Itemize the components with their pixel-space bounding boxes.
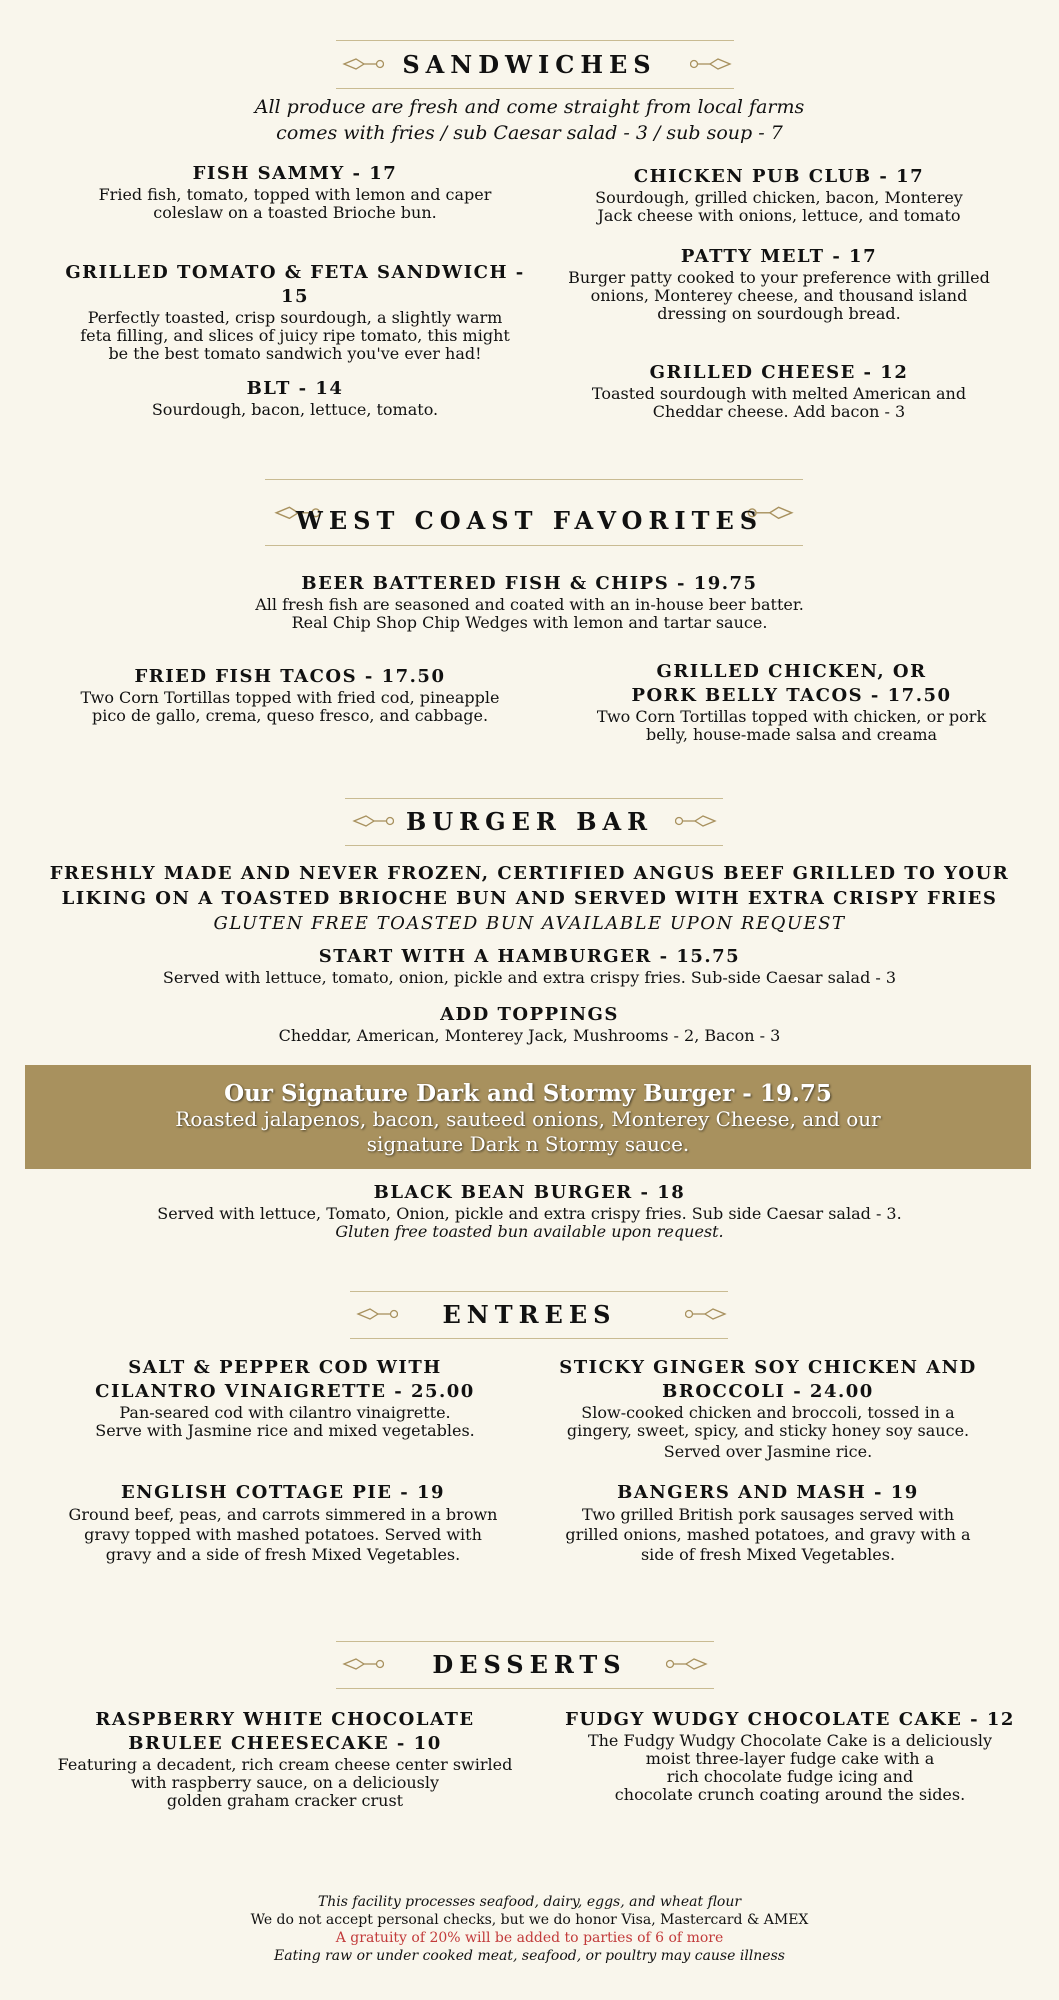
item-description: Sourdough, grilled chicken, bacon, Monterey Jack cheese with onions, lettuce, and tomato: [595, 188, 963, 225]
divider: [265, 479, 803, 480]
item-title: FRIED FISH TACOS - 17.50: [134, 666, 446, 687]
item-description: Served with lettuce, Tomato, Onion, pickle and extra crispy fries. Sub side Caesar salad - 3.: [157, 1204, 902, 1223]
item-description: rich chocolate fudge icing and: [666, 1767, 914, 1786]
item-title: PATTY MELT - 17: [680, 246, 878, 267]
intro-line: comes with fries / sub Caesar salad - 3 / sub soup - 7: [276, 122, 783, 144]
divider: [345, 845, 723, 846]
menu-item: [0, 572, 1059, 632]
divider: [336, 40, 734, 41]
item-title: STICKY GINGER SOY CHICKEN AND BROCCOLI - 24.00: [559, 1357, 977, 1402]
item-title: BANGERS AND MASH - 19: [617, 1482, 919, 1503]
menu-item: [555, 245, 1003, 323]
signature-description: signature Dark n Stormy sauce.: [366, 1132, 690, 1156]
allergen-notice: This facility processes seafood, dairy, eggs, and wheat flour: [317, 1894, 742, 1910]
item-description: Two Corn Tortillas topped with chicken, or pork belly, house-made salsa and creama: [596, 707, 987, 744]
payment-notice: We do not accept personal checks, but we do honor Visa, Mastercard & AMEX: [250, 1912, 809, 1928]
divider: [336, 1688, 714, 1689]
section-title: SANDWICHES: [402, 50, 657, 79]
item-description: Served with lettuce, tomato, onion, pickle and extra crispy fries. Sub-side Caesar salad - 3: [162, 968, 897, 987]
item-description: with raspberry sauce, on a deliciously: [130, 1773, 440, 1792]
item-description: Cheddar, American, Monterey Jack, Mushrooms - 2, Bacon - 3: [278, 1026, 781, 1045]
menu-item: [555, 361, 1003, 421]
item-description: Ground beef, peas, and carrots simmered in a brown gravy topped with mashed potatoes. Served with gravy and a side of fresh Mixed Vegetables.: [68, 1505, 498, 1564]
item-title: SALT & PEPPER COD WITH CILANTRO VINAIGRETTE - 25.00: [95, 1357, 475, 1402]
menu-item: [558, 1356, 978, 1461]
menu-item: [565, 660, 1018, 744]
west-coast-header: [0, 478, 1059, 548]
item-description: Toasted sourdough with melted American and Cheddar cheese. Add bacon - 3: [591, 384, 967, 421]
item-description: Pan-seared cod with cilantro vinaigrette.: [119, 1403, 451, 1422]
menu-item: [60, 1481, 506, 1565]
item-title: CHICKEN PUB CLUB - 17: [633, 166, 925, 187]
item-description: Sourdough, bacon, lettuce, tomato.: [151, 400, 439, 419]
item-description: Two Corn Tortillas topped with fried cod, pineapple pico de gallo, crema, queso fresco, and cabbage.: [80, 688, 500, 725]
divider: [336, 1641, 714, 1642]
menu-item: [0, 1003, 1059, 1045]
item-description: Featuring a decadent, rich cream cheese center swirled: [57, 1755, 513, 1774]
menu-item: [50, 1708, 520, 1810]
item-description: Slow-cooked chicken and broccoli, tossed in a gingery, sweet, spicy, and sticky honey soy sauce.: [566, 1403, 970, 1440]
item-title: FUDGY WUDGY CHOCOLATE CAKE - 12: [565, 1709, 1015, 1730]
divider: [336, 88, 734, 89]
item-title: BLT - 14: [246, 378, 344, 399]
item-description: Served over Jasmine rice.: [663, 1442, 873, 1461]
health-warning: Eating raw or under cooked meat, seafood, or poultry may cause illness: [274, 1948, 785, 1964]
section-title: DESSERTS: [432, 1650, 627, 1679]
section-title: WEST COAST FAVORITES: [295, 506, 764, 535]
item-description: golden graham cracker crust: [166, 1791, 404, 1810]
item-description: Two grilled British pork sausages served with grilled onions, mashed potatoes, and gravy with a side of fresh Mixed Vegetables.: [565, 1505, 971, 1564]
intro-line: LIKING ON A TOASTED BRIOCHE BUN AND SERVED WITH EXTRA CRISPY FRIES: [61, 888, 998, 909]
item-title: GRILLED CHICKEN, OR: [656, 661, 927, 682]
gratuity-notice: A gratuity of 20% will be added to parties of 6 of more: [335, 1930, 724, 1946]
menu-item: [60, 665, 520, 725]
menu-item: [555, 165, 1003, 225]
item-description: The Fudgy Wudgy Chocolate Cake is a deliciously: [587, 1731, 993, 1750]
desserts-header: [0, 1640, 1059, 1690]
divider: [265, 545, 803, 546]
menu-item: [60, 377, 530, 419]
menu-item: [0, 1181, 1059, 1241]
section-title: BURGER BAR: [405, 807, 654, 836]
menu-item: [558, 1481, 978, 1565]
item-title: ADD TOPPINGS: [440, 1004, 619, 1025]
item-description: Perfectly toasted, crisp sourdough, a slightly warm feta filling, and slices of juicy ripe tomato, this might be the best tomato sandwich you've ever had!: [80, 308, 510, 363]
signature-burger-banner: [25, 1065, 1031, 1169]
item-title: BLACK BEAN BURGER - 18: [373, 1182, 686, 1203]
menu-item: [560, 1708, 1020, 1804]
burger-bar-intro: [0, 861, 1059, 936]
entrees-header: [0, 1290, 1059, 1340]
item-description: moist three-layer fudge cake with a: [645, 1749, 935, 1768]
item-description: Burger patty cooked to your preference with grilled onions, Monterey cheese, and thousand island dressing on sourdough bread.: [568, 268, 990, 323]
sandwiches-intro: [0, 94, 1059, 146]
item-title: ENGLISH COTTAGE PIE - 19: [120, 1482, 446, 1503]
intro-line: All produce are fresh and come straight from local farms: [254, 96, 805, 118]
divider: [350, 1291, 728, 1292]
item-title: BRULEE CHEESECAKE - 10: [128, 1733, 442, 1754]
item-title: BEER BATTERED FISH & CHIPS - 19.75: [301, 573, 758, 594]
item-description: All fresh fish are seasoned and coated with an in-house beer batter.: [255, 595, 804, 614]
menu-item: [60, 261, 530, 363]
item-title: FISH SAMMY - 17: [192, 163, 398, 184]
sandwiches-header: [0, 40, 1059, 90]
section-title: ENTREES: [442, 1300, 617, 1329]
item-title: RASPBERRY WHITE CHOCOLATE: [95, 1709, 475, 1730]
intro-line: FRESHLY MADE AND NEVER FROZEN, CERTIFIED ANGUS BEEF GRILLED TO YOUR: [49, 863, 1010, 884]
menu-item: [0, 945, 1059, 987]
item-description: Real Chip Shop Chip Wedges with lemon and tartar sauce.: [291, 613, 768, 632]
item-title: GRILLED CHEESE - 12: [649, 362, 909, 383]
item-title: GRILLED TOMATO & FETA SANDWICH - 15: [65, 262, 525, 307]
signature-description: Roasted jalapenos, bacon, sauteed onions, Monterey Cheese, and our: [175, 1107, 881, 1131]
divider: [350, 1338, 728, 1339]
item-title: START WITH A HAMBURGER - 15.75: [318, 946, 741, 967]
item-description: chocolate crunch coating around the sides.: [614, 1785, 966, 1804]
divider: [345, 798, 723, 799]
intro-line: GLUTEN FREE TOASTED BUN AVAILABLE UPON REQUEST: [213, 913, 846, 934]
signature-title: Our Signature Dark and Stormy Burger - 19.75: [224, 1080, 832, 1107]
menu-item: [70, 1356, 500, 1440]
footer: [0, 1893, 1059, 1965]
item-description: Fried fish, tomato, topped with lemon and caper coleslaw on a toasted Brioche bun.: [98, 185, 492, 222]
menu-item: [60, 162, 530, 222]
item-title: PORK BELLY TACOS - 17.50: [631, 685, 952, 706]
burger-bar-header: [0, 797, 1059, 847]
item-note: Gluten free toasted bun available upon request.: [335, 1222, 724, 1241]
item-description: Serve with Jasmine rice and mixed vegetables.: [95, 1421, 475, 1440]
